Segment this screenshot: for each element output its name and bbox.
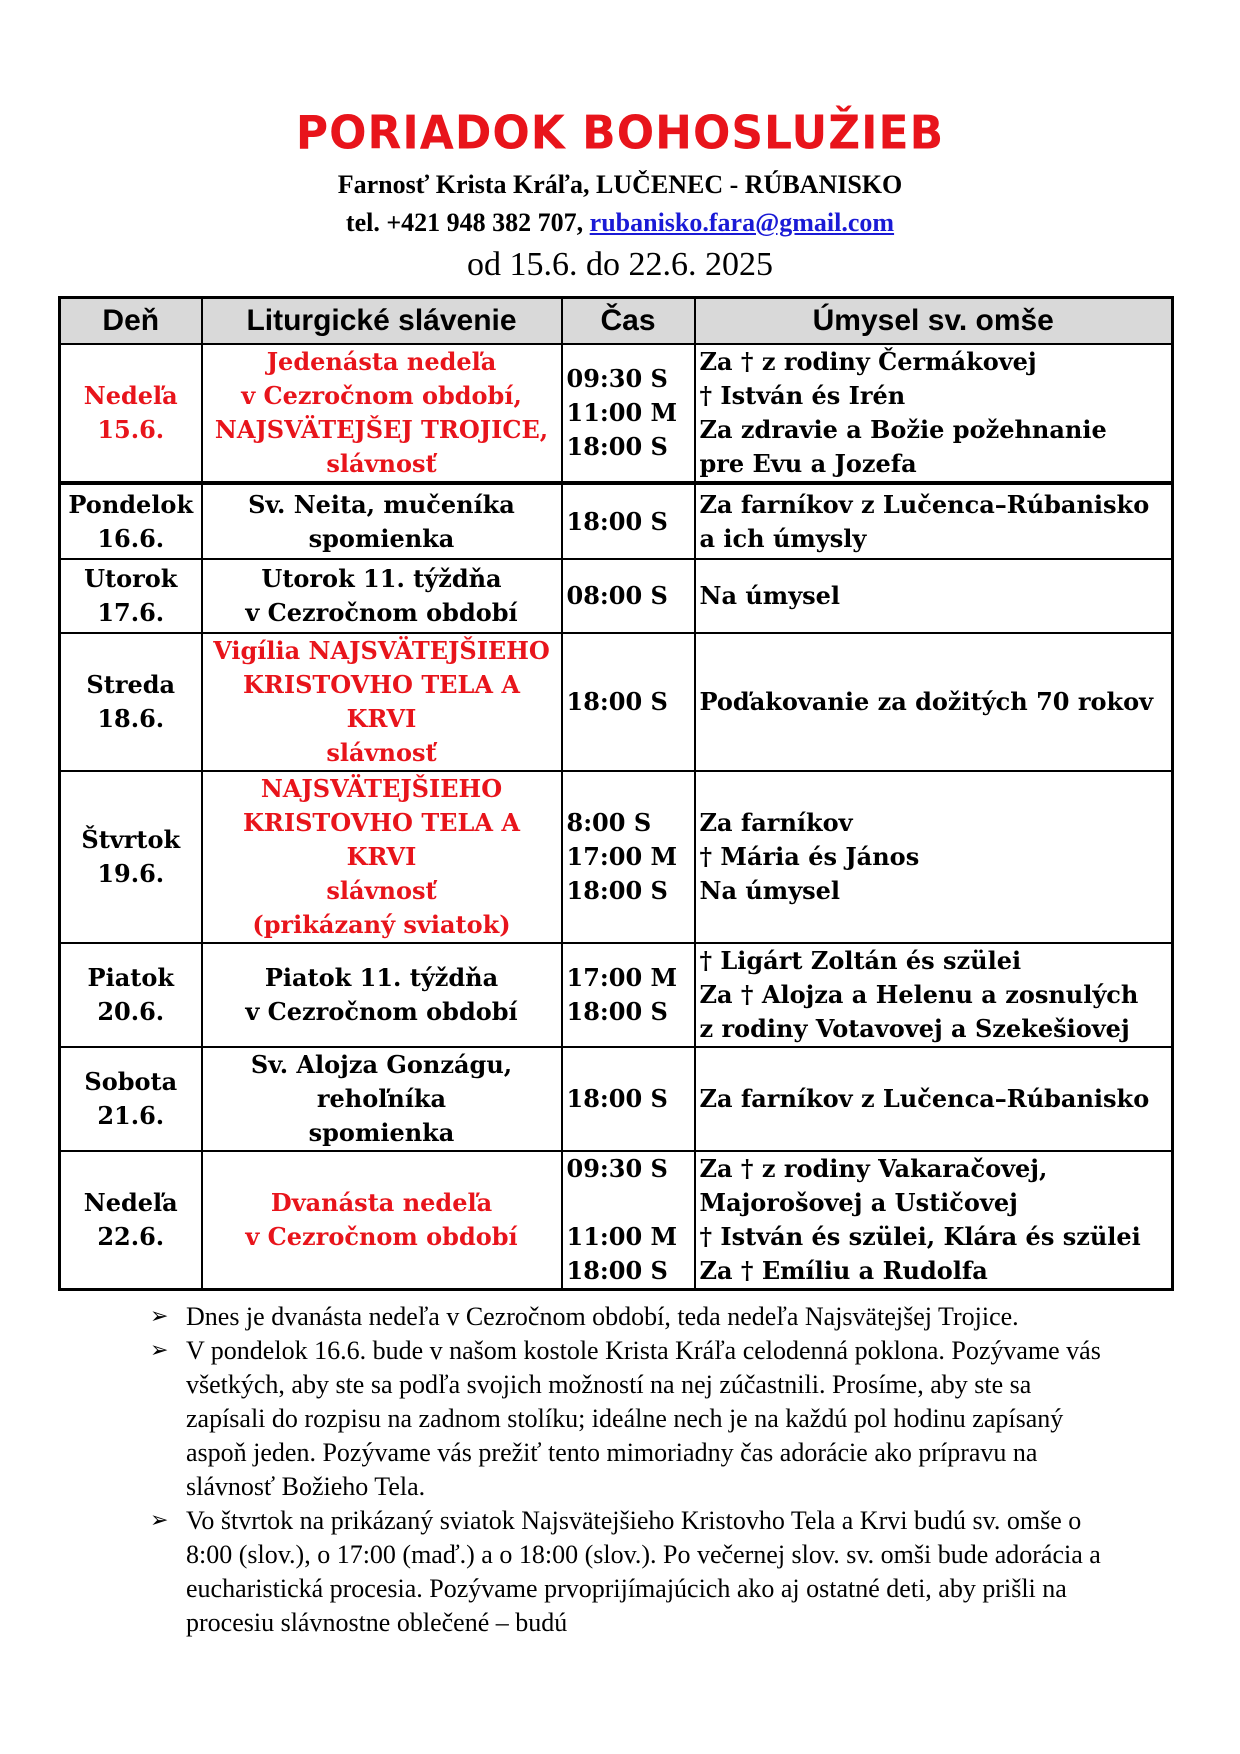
- intention-cell-line: Za farníkov: [699, 808, 853, 837]
- table-row: [60, 344, 1173, 483]
- note-item: ➢ Vo štvrtok na prikázaný sviatok Najsvätejšieho Kristovho Tela a Krvi budú sv. omše o 8:00 (slov.), o 17:00 (maď.) a o 18:00 (slov.). Po večernej slov. sv. omši bude adorácia a eucharistická procesia. Pozývame prvoprijímajúcich ako aj ostatné deti, aby prišli na procesiu slávnostne oblečené – budú: [150, 1506, 1101, 1637]
- schedule-table: [58, 296, 1174, 1291]
- day-cell-line: 17.6.: [97, 598, 165, 627]
- liturgy-cell: [202, 483, 562, 559]
- liturgy-cell: [202, 1047, 562, 1151]
- arrow-bullet-icon: ➢: [150, 1304, 169, 1329]
- intention-cell: [695, 943, 1173, 1047]
- liturgy-cell-line: NAJSVÄTEJŠIEHO: [260, 774, 503, 803]
- arrow-bullet-icon: ➢: [150, 1338, 169, 1363]
- liturgy-cell: [202, 633, 562, 771]
- time-cell-line: 18:00 S: [566, 432, 668, 461]
- day-cell-line: Štvrtok: [81, 825, 181, 854]
- liturgy-cell-line: Vigília NAJSVÄTEJŠIEHO: [213, 636, 550, 665]
- liturgy-cell-line: v Cezročnom období: [245, 1222, 518, 1251]
- time-cell-line: 17:00 M: [566, 963, 678, 992]
- liturgy-cell: [202, 1151, 562, 1290]
- liturgy-cell: [202, 344, 562, 483]
- intention-cell-line: † István és Irén: [699, 381, 906, 410]
- day-cell: [60, 559, 202, 633]
- liturgy-cell-line: Sv. Neita, mučeníka: [248, 489, 515, 519]
- day-cell-line: Nedeľa: [83, 1188, 178, 1217]
- liturgy-cell-line: spomienka: [308, 523, 455, 553]
- intention-cell-line: z rodiny Votavovej a Szekešiovej: [699, 1014, 1130, 1043]
- table-row: [60, 943, 1173, 1047]
- intention-cell-line: Na úmysel: [699, 876, 841, 905]
- intention-cell-line: Za † Alojza a Helenu a zosnulých: [699, 980, 1139, 1009]
- time-cell: [562, 1047, 695, 1151]
- time-cell: [562, 1151, 695, 1290]
- liturgy-cell-line: Jedenásta nedeľa: [266, 347, 497, 376]
- time-cell-line: 17:00 M: [566, 842, 678, 871]
- day-cell-line: 18.6.: [97, 704, 165, 733]
- arrow-bullet-icon: ➢: [150, 1508, 169, 1533]
- intention-cell: [695, 633, 1173, 771]
- email-link[interactable]: rubanisko.fara@gmail.com: [589, 208, 895, 237]
- liturgy-cell-line: v Cezročnom období,: [241, 381, 522, 410]
- liturgy-cell-line: slávnosť: [326, 876, 437, 905]
- liturgy-cell-line: Utorok 11. týždňa: [261, 564, 502, 593]
- liturgy-cell-line: NAJSVÄTEJŠEJ TROJICE,: [214, 415, 549, 444]
- time-cell-line: 8:00 S: [566, 808, 652, 837]
- intention-cell-line: Majorošovej a Ustičovej: [699, 1188, 1018, 1217]
- intention-cell: [695, 1047, 1173, 1151]
- liturgy-cell: [202, 771, 562, 943]
- day-cell-line: Streda: [86, 670, 176, 699]
- col-header-time: Čas: [562, 298, 695, 345]
- liturgy-cell-line: Sv. Alojza Gonzágu,: [250, 1050, 513, 1079]
- time-cell-line: 11:00 M: [566, 398, 678, 427]
- day-cell-line: 21.6.: [97, 1101, 165, 1130]
- liturgy-cell-line: v Cezročnom období: [245, 598, 518, 627]
- liturgy-cell: [202, 943, 562, 1047]
- intention-cell-line: pre Evu a Jozefa: [699, 449, 917, 478]
- day-cell: [60, 633, 202, 771]
- col-header-liturgy: Liturgické slávenie: [202, 298, 562, 345]
- time-cell: [562, 344, 695, 483]
- intention-cell: [695, 771, 1173, 943]
- time-cell: [562, 483, 695, 559]
- time-cell-line: 09:30 S: [566, 364, 668, 393]
- time-cell-line: 18:00 S: [566, 506, 668, 536]
- day-cell: [60, 943, 202, 1047]
- time-cell: [562, 943, 695, 1047]
- intention-cell: [695, 559, 1173, 633]
- note-item: ➢ V pondelok 16.6. bude v našom kostole Krista Kráľa celodenná poklona. Pozývame vás všetkých, aby ste sa podľa svojich možností na nej zúčastnili. Prosíme, aby ste sa zapísali do rozpisu na zadnom stolíku; ideálne nech je na každú pol hodinu zapísaný aspoň jeden. Pozývame vás prežiť tento mimoriadny čas adorácie ako prípravu na slávnosť Božieho Tela.: [150, 1336, 1101, 1501]
- intention-cell-line: † Mária és János: [699, 842, 920, 871]
- time-cell-line: 11:00 M: [566, 1222, 678, 1251]
- day-cell: [60, 1151, 202, 1290]
- intention-cell-line: Za † z rodiny Čermákovej: [699, 347, 1037, 376]
- time-cell: [562, 633, 695, 771]
- time-cell: [562, 771, 695, 943]
- day-cell-line: Sobota: [84, 1067, 178, 1096]
- time-cell-line: 18:00 S: [566, 687, 668, 716]
- day-cell-line: 16.6.: [97, 523, 165, 553]
- parish-name: Farnosť Krista Kráľa, LUČENEC - RÚBANISKO: [337, 170, 903, 199]
- liturgy-cell-line: v Cezročnom období: [245, 997, 518, 1026]
- time-cell: [562, 559, 695, 633]
- table-header-row: [60, 298, 1173, 345]
- intention-cell-line: Za farníkov z Lučenca–Rúbanisko: [699, 1084, 1150, 1113]
- day-cell-line: Piatok: [87, 963, 174, 992]
- day-cell: [60, 344, 202, 483]
- liturgy-cell-line: slávnosť: [326, 738, 437, 767]
- intention-cell: [695, 1151, 1173, 1290]
- table-row: [60, 771, 1173, 943]
- intention-cell-line: Na úmysel: [699, 581, 841, 610]
- time-cell-line: 09:30 S: [566, 1154, 668, 1183]
- intention-cell: [695, 483, 1173, 559]
- col-header-day: Deň: [60, 298, 202, 345]
- liturgy-cell: [202, 559, 562, 633]
- intention-cell: [695, 344, 1173, 483]
- table-row: [60, 633, 1173, 771]
- intention-cell-line: Poďakovanie za dožitých 70 rokov: [699, 687, 1154, 716]
- phone-number: tel. +421 948 382 707,: [345, 208, 584, 237]
- day-cell-line: Nedeľa: [83, 381, 178, 410]
- intention-cell-line: Za farníkov z Lučenca–Rúbanisko: [699, 489, 1150, 519]
- liturgy-cell-line: Piatok 11. týždňa: [264, 963, 499, 992]
- liturgy-cell-line: Dvanásta nedeľa: [270, 1188, 493, 1217]
- intention-cell-line: Za zdravie a Božie požehnanie: [699, 415, 1107, 444]
- day-cell-line: Pondelok: [68, 489, 194, 519]
- day-cell-line: 15.6.: [97, 415, 165, 444]
- note-item: ➢ Dnes je dvanásta nedeľa v Cezročnom období, teda nedeľa Najsvätejšej Trojice.: [150, 1300, 1110, 1334]
- page-title: PORIADOK BOHOSLUŽIEB: [295, 106, 945, 161]
- day-cell: [60, 1047, 202, 1151]
- contact-line: [0, 208, 1240, 238]
- liturgy-cell-line: KRISTOVHO TELA A KRVI: [243, 808, 520, 871]
- day-cell-line: 19.6.: [97, 859, 165, 888]
- table-row: [60, 483, 1173, 559]
- time-cell-line: 18:00 S: [566, 1256, 668, 1285]
- col-header-intention: Úmysel sv. omše: [695, 298, 1173, 345]
- time-cell-line: 18:00 S: [566, 1084, 668, 1113]
- table-row: [60, 1151, 1173, 1290]
- liturgy-cell-line: KRISTOVHO TELA A KRVI: [243, 670, 520, 733]
- intention-cell-line: Za † Emíliu a Rudolfa: [699, 1256, 988, 1285]
- time-cell-line: 18:00 S: [566, 997, 668, 1026]
- notes-list: [150, 1300, 1110, 1640]
- time-cell-line: 08:00 S: [566, 581, 668, 610]
- day-cell-line: 20.6.: [97, 997, 165, 1026]
- intention-cell-line: † István és szülei, Klára és szülei: [699, 1222, 1141, 1251]
- liturgy-cell-line: (prikázaný sviatok): [252, 910, 511, 939]
- liturgy-cell-line: slávnosť: [326, 449, 437, 478]
- date-range: od 15.6. do 22.6. 2025: [467, 246, 773, 283]
- time-cell-line: 18:00 S: [566, 876, 668, 905]
- time-cell-line: [567, 1186, 690, 1220]
- table-row: [60, 1047, 1173, 1151]
- day-cell-line: 22.6.: [97, 1222, 165, 1251]
- day-cell-line: Utorok: [84, 564, 178, 593]
- liturgy-cell-line: spomienka: [308, 1118, 455, 1147]
- day-cell: [60, 771, 202, 943]
- table-row: [60, 559, 1173, 633]
- day-cell: [60, 483, 202, 559]
- intention-cell-line: Za † z rodiny Vakaračovej,: [699, 1154, 1048, 1183]
- intention-cell-line: † Ligárt Zoltán és szülei: [699, 946, 1022, 975]
- intention-cell-line: a ich úmysly: [699, 523, 867, 553]
- liturgy-cell-line: rehoľníka: [316, 1084, 447, 1113]
